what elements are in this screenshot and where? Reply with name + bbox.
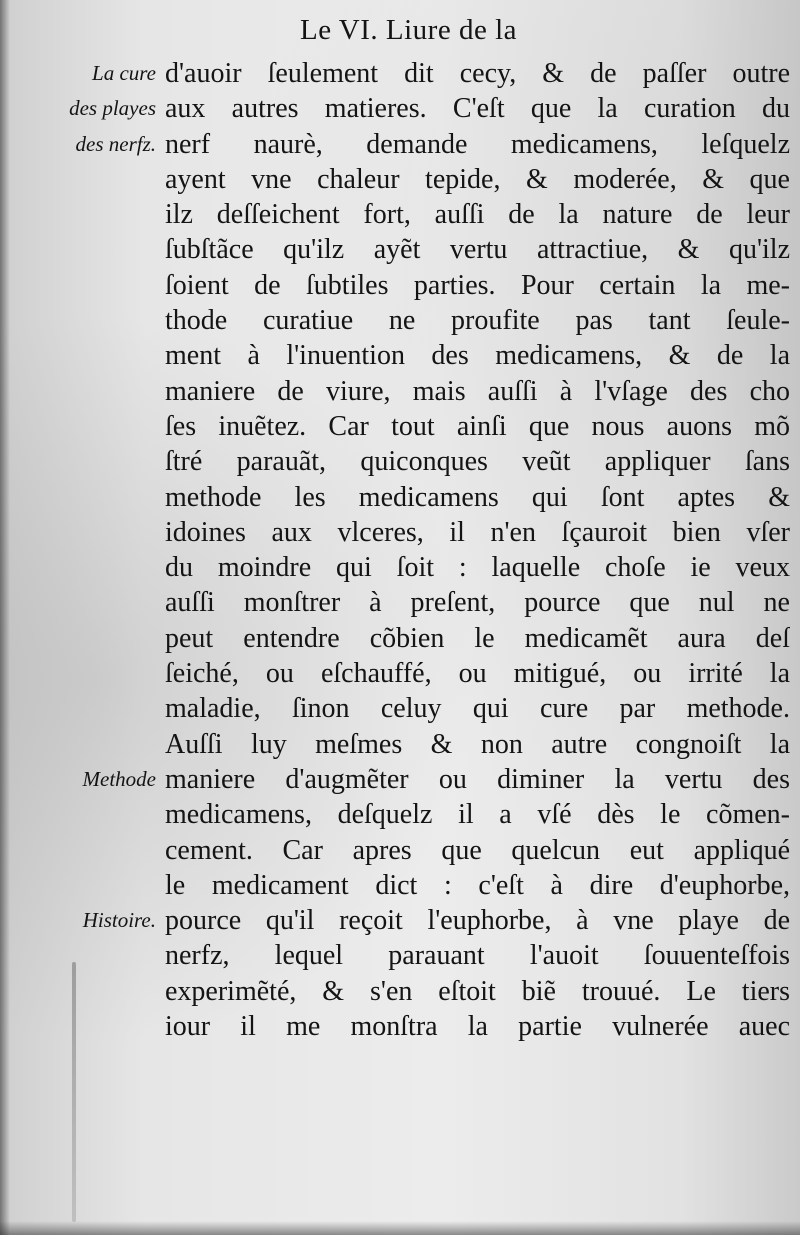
page-edge-shadow-left [0, 0, 10, 1235]
text-line: d'auoir ſeulement dit cecy, & de paſſer outre [165, 58, 790, 89]
text-line: methode les medicamens qui ſont aptes & [165, 481, 790, 513]
running-head: Le VI. Liure de la [300, 14, 518, 46]
body-text [165, 56, 790, 1044]
text-line: ſtré parauãt, quiconques veũt appliquer ſans [165, 446, 790, 478]
text-line: ment à l'inuention des medicamens, & de la [165, 340, 790, 372]
text-line: du moindre qui ſoit : laquelle choſe ie veux [165, 552, 790, 584]
text-line: medicamens, deſquelz il a vſé dès le cõmen- [165, 799, 790, 831]
text-line: maniere d'augmẽter ou diminer la vertu des [165, 763, 790, 795]
text-line: ilz deſſeichent fort, auſſi de la nature de leur [165, 199, 790, 231]
text-line: Auſſi luy meſmes & non autre congnoiſt la [165, 728, 790, 760]
text-line: thode curatiue ne proufite pas tant ſeule- [165, 305, 790, 337]
margin-note-line: Methode [82, 767, 156, 791]
margin-note [6, 762, 156, 797]
text-line: idoines aux vlceres, il n'en ſçauroit bien vſer [165, 516, 790, 548]
text-line: ſubſtãce qu'ilz ayẽt vertu attractiue, & qu'ilz [165, 234, 790, 266]
text-line: ayent vne chaleur tepide, & moderée, & que [165, 163, 790, 195]
text-line: maladie, ſinon celuy qui cure par methode. [165, 693, 790, 725]
text-line: experimẽté, & s'en eſtoit biẽ trouué. Le tiers [165, 975, 790, 1007]
margin-note [6, 56, 156, 162]
text-line: aux autres matieres. C'eſt que la curation du [165, 93, 790, 125]
text-line: cement. Car apres que quelcun eut appliqué [165, 834, 790, 866]
margin-note-line: Histoire. [82, 908, 156, 933]
text-line: pource qu'il reçoit l'euphorbe, à vne playe de [165, 905, 790, 937]
text-line: le medicament dict : c'eſt à dire d'euphorbe, [165, 869, 790, 901]
margin-note [6, 903, 156, 938]
text-line: ſoient de ſubtiles parties. Pour certain la me- [165, 269, 790, 301]
text-line: maniere de viure, mais auſſi à l'vſage des cho [165, 375, 790, 407]
text-line: auſſi monſtrer à preſent, pource que nul ne [165, 587, 790, 619]
text-line: nerf naurè, demande medicamens, leſquelz [165, 128, 790, 160]
text-line: ſeiché, ou eſchauffé, ou mitigué, ou irrité la [165, 658, 790, 690]
text-line: nerfz, lequel parauant l'auoit ſouuenteſfois [165, 940, 790, 972]
text-line: iour il me monſtra la partie vulnerée auec [165, 1011, 790, 1043]
margin-bracket-mark [72, 962, 76, 1222]
margin-note-line: des playes [69, 96, 156, 121]
text-line: ſes inuẽtez. Car tout ainſi que nous auons mõ [165, 410, 790, 442]
margin-note-line: La cure [92, 61, 156, 85]
margin-note-line: des nerfz. [75, 131, 156, 156]
page-edge-shadow-bottom [0, 1221, 800, 1235]
text-line: peut entendre cõbien le medicamẽt aura deſ [165, 622, 790, 654]
